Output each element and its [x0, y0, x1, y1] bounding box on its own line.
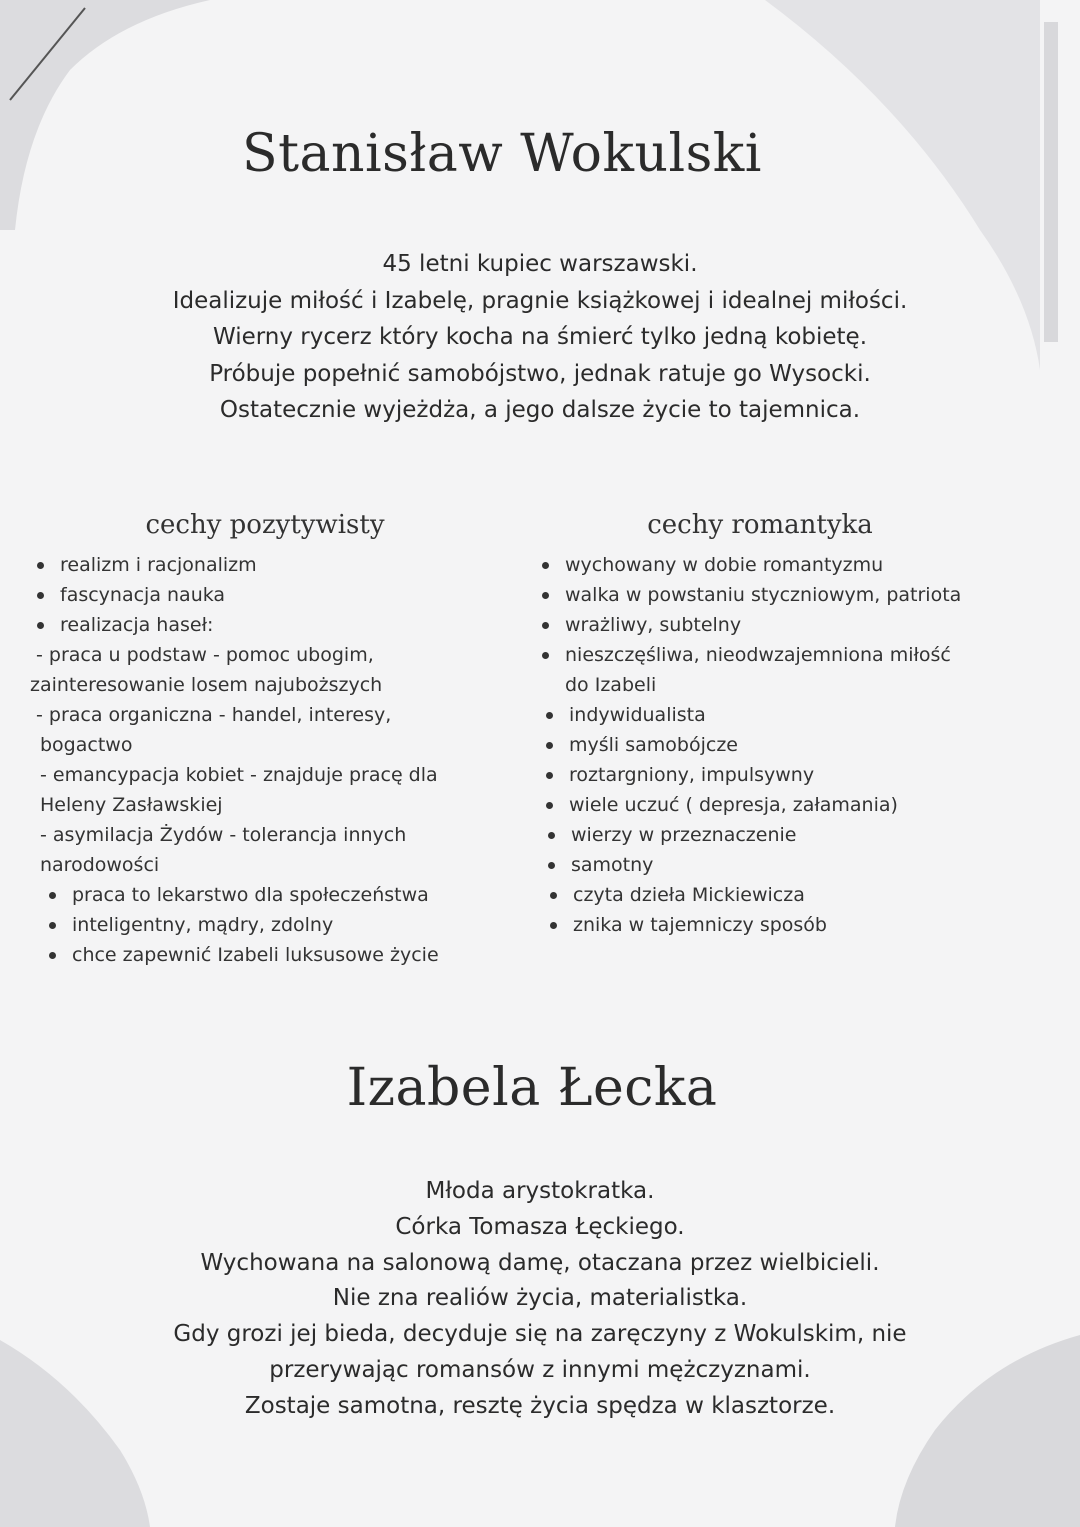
description-line: Nie zna realiów życia, materialistka.: [332, 1285, 748, 1312]
description-line: Wychowana na salonową damę, otaczana przez wielbicieli.: [200, 1249, 880, 1276]
list-item: wrażliwy, subtelny: [535, 610, 1005, 640]
list-item: samotny: [541, 850, 1005, 880]
list-subitem: - asymilacja Żydów - tolerancja innych: [40, 824, 407, 846]
positivist-list: [30, 550, 510, 970]
list-item: chce zapewnić Izabeli luksusowe życie: [42, 940, 510, 970]
list-subitem-continued: bogactwo: [40, 734, 133, 756]
list-item: roztargniony, impulsywny: [539, 760, 1005, 790]
description-line: Idealizuje miłość i Izabelę, pragnie książkowej i idealnej miłości.: [172, 287, 908, 314]
list-item: inteligentny, mądry, zdolny: [42, 910, 510, 940]
list-item: realizm i racjonalizm: [30, 550, 510, 580]
list-item: znika w tajemniczy sposób: [543, 910, 1005, 940]
positivist-heading: cechy pozytywisty: [145, 510, 385, 540]
wokulski-description: [0, 246, 1080, 429]
description-line: Ostatecznie wyjeżdża, a jego dalsze życie to tajemnica.: [219, 397, 861, 424]
list-subitem-continued: zainteresowanie losem najuboższych: [30, 674, 383, 696]
list-item: indywidualista: [539, 700, 1005, 730]
list-item: wychowany w dobie romantyzmu: [535, 550, 1005, 580]
corner-shape-top-left: [0, 0, 210, 230]
description-line: Zostaje samotna, resztę życia spędza w klasztorze.: [244, 1392, 836, 1419]
description-line: 45 letni kupiec warszawski.: [382, 251, 698, 277]
list-item: fascynacja nauka: [30, 580, 510, 610]
list-subitem-continued: narodowości: [40, 854, 160, 876]
list-item: praca to lekarstwo dla społeczeństwa: [42, 880, 510, 910]
list-subitem: - praca u podstaw - pomoc ubogim,: [36, 644, 374, 666]
list-item: realizacja haseł:: [30, 610, 510, 640]
list-item: wierzy w przeznaczenie: [541, 820, 1005, 850]
heading-lecka: Izabela Łecka: [346, 1058, 718, 1118]
romantic-heading: cechy romantyka: [647, 510, 873, 540]
description-line: Wierny rycerz który kocha na śmierć tylko jedną kobietę.: [212, 324, 868, 351]
description-line: Próbuje popełnić samobójstwo, jednak ratuje go Wysocki.: [209, 360, 871, 387]
list-subitem: - praca organiczna - handel, interesy,: [36, 704, 392, 726]
list-subitem: - emancypacja kobiet - znajduje pracę dla: [40, 764, 438, 786]
description-line: Córka Tomasza Łęckiego.: [395, 1213, 685, 1240]
description-line: Młoda arystokratka.: [425, 1178, 655, 1204]
list-subitem-continued: Heleny Zasławskiej: [40, 794, 223, 816]
romantic-list: [535, 550, 1005, 940]
description-line: Gdy grozi jej bieda, decyduje się na zaręczyny z Wokulskim, nie: [173, 1321, 907, 1348]
description-line: przerywając romansów z innymi mężczyznami.: [269, 1356, 811, 1383]
heading-wokulski: Stanisław Wokulski: [242, 124, 762, 184]
list-item-continued: do Izabeli: [565, 674, 657, 696]
list-item: myśli samobójcze: [539, 730, 1005, 760]
list-item: walka w powstaniu styczniowym, patriota: [535, 580, 1005, 610]
list-item: wiele uczuć ( depresja, załamania): [539, 790, 1005, 820]
lecka-description: [0, 1174, 1080, 1425]
list-item: czyta dzieła Mickiewicza: [543, 880, 1005, 910]
list-item: nieszczęśliwa, nieodwzajemniona miłość: [535, 640, 1005, 670]
